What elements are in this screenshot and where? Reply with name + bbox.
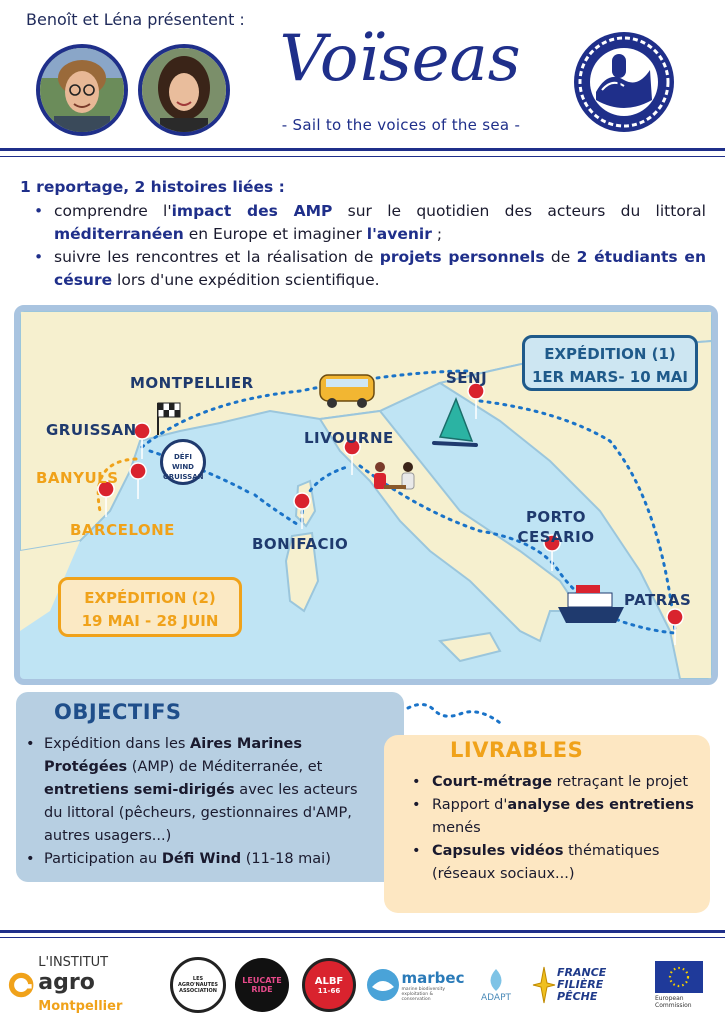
expedition-1-dates: 1ER MARS- 10 MAI [531, 368, 688, 386]
objectifs-bullet-2: • Participation au Défi Wind (11-18 mai) [24, 848, 374, 871]
institut-agro-icon [8, 970, 34, 1000]
institut-city: Montpellier [38, 999, 123, 1014]
intro-bullet-2: • suivre les rencontres et la réalisation de projets personnels de 2 étudiants en césure lors d'une expédition scientifique. [34, 246, 706, 292]
footer-rule-thin [0, 937, 725, 938]
expedition-2-box [58, 577, 242, 637]
partner-agronautes [170, 958, 226, 1012]
agronautes-logo: LES AGRO'NAUTES ASSOCIATION [170, 957, 226, 1013]
partner-albf [298, 958, 360, 1012]
header-rule [0, 148, 725, 151]
map-label-gruissan: GRUISSAN [46, 421, 137, 439]
map-label-barcelone: BARCELONE [70, 521, 175, 539]
presenters-line: Benoît et Léna présentent : [26, 10, 245, 29]
objectifs-title: OBJECTIFS [54, 700, 182, 724]
partner-adapt [470, 958, 522, 1012]
map-label-patras: PATRAS [624, 591, 692, 609]
objectifs-bullet-1: • Expédition dans les Aires Marines Protégées (AMP) de Méditerranée, et entretiens semi-dirigés avec les acteurs du littoral (pêcheurs, gestionnaires d'AMP, autres usagers...) [24, 733, 374, 848]
expedition-1-title: EXPÉDITION (1) [544, 345, 676, 363]
avatar-benoit [36, 44, 128, 136]
livrables-bullet-1: • Court-métrage retraçant le projet [412, 771, 702, 794]
objectifs-list [24, 733, 374, 871]
map-label-montpellier: MONTPELLIER [130, 374, 254, 392]
voiseas-logo [572, 30, 676, 134]
livrables-bullet-2: • Rapport d'analyse des entretiens menés [412, 794, 702, 840]
partner-institut-agro [8, 955, 166, 1014]
map-label-livourne: LIVOURNE [304, 429, 394, 447]
connector-dots [404, 696, 514, 736]
albf-logo: ALBF 11-66 [302, 958, 356, 1012]
marbec-fish-icon [366, 965, 400, 1005]
institut-label: L'INSTITUT [38, 955, 109, 970]
intro-list [34, 200, 706, 292]
intro-bullet-1: • comprendre l'impact des AMP sur le quotidien des acteurs du littoral méditerranéen en Europe et imaginer l'avenir ; [34, 200, 706, 246]
header-rule-thin [0, 156, 725, 157]
ec-line-2: Commission [655, 1002, 692, 1009]
leucate-ride-logo: LEUCATE RIDE [235, 958, 289, 1012]
marbec-word: marbec [401, 968, 465, 987]
map-label-senj: SENJ [446, 369, 488, 387]
partner-marbec [364, 958, 466, 1012]
livrables-bullet-3: • Capsules vidéos thématiques (réseaux sociaux...) [412, 840, 702, 886]
poster-subtitle: - Sail to the voices of the sea - [281, 116, 521, 134]
defi-wind-badge: DÉFI WIND GRUISSAN [160, 439, 206, 485]
expedition-map [14, 305, 718, 685]
map-label-banyuls: BANYULS [36, 469, 119, 487]
ec-line-1: European [655, 995, 684, 1002]
partner-european-commission [648, 958, 710, 1012]
livrables-list [412, 771, 702, 886]
adapt-logo: ADAPT [481, 967, 511, 1003]
intro-heading: 1 reportage, 2 histoires liées : [20, 178, 285, 196]
expedition-2-title: EXPÉDITION (2) [84, 589, 216, 607]
compass-star-icon [531, 965, 557, 1005]
eu-flag-icon [655, 961, 703, 993]
institut-agro-word: agro [38, 970, 95, 995]
marbec-sub: marine biodiversity exploitation & conservation [401, 986, 446, 1002]
expedition-1-box [522, 335, 698, 391]
partner-leucate-ride [232, 958, 292, 1012]
expedition-2-dates: 19 MAI - 28 JUIN [81, 612, 219, 630]
ffp-text: FRANCE FILIÈRE PÊCHE [557, 966, 607, 1003]
partner-france-filiere-peche [528, 958, 638, 1012]
footer-rule [0, 930, 725, 933]
map-label-bonifacio: BONIFACIO [252, 535, 349, 553]
map-label-porto-cesario: PORTO CESARIO [517, 508, 595, 546]
livrables-title: LIVRABLES [450, 738, 584, 762]
poster-title: Voïseas [279, 22, 521, 96]
adapt-drop-icon [481, 967, 511, 993]
avatar-lena [138, 44, 230, 136]
